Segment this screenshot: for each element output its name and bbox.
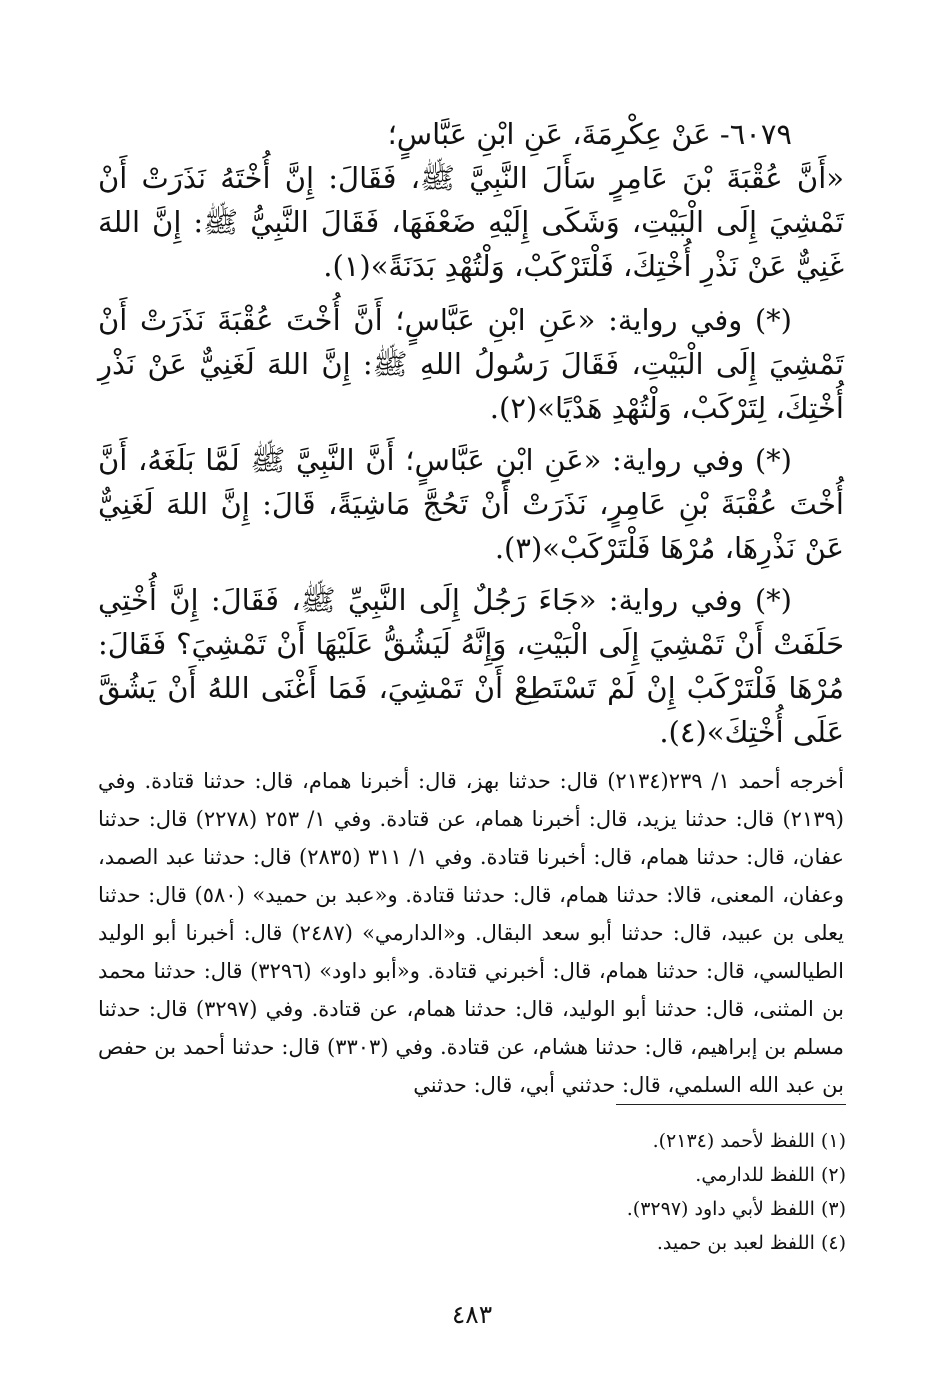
footnote: (٣) اللفظ لأبي داود (٣٢٩٧). bbox=[626, 1198, 846, 1220]
footnote: (٢) اللفظ للدارمي. bbox=[695, 1164, 846, 1186]
takhrij-paragraph: أخرجه أحمد ١/ ٢٣٩(٢١٣٤) قال: حدثنا بهز، قال: أخبرنا همام، قال: حدثنا قتادة. وفي (٢١٣٩) قال: حدثنا يزيد، قال: أخبرنا همام، عن قتادة. وفي ١/ ٢٥٣ (٢٢٧٨) قال: حدثنا عفان، قال: حدثنا همام، قال: أخبرنا قتادة. وفي ١/ ٣١١ (٢٨٣٥) قال: حدثنا عبد الصمد، وعفان، المعنى، قالا: حدثنا همام، قال: حدثنا قتادة. و«عبد بن حميد» (٥٨٠) قال: حدثنا يعلى بن عبيد، قال: حدثنا أبو سعد البقال. و«الدارمي» (٢٤٨٧) قال: أخبرنا أبو الوليد الطيالسي، قال: حدثنا همام، قال: أخبرني قتادة. و«أبو داود» (٣٢٩٦) قال: حدثنا محمد بن المثنى، قال: حدثنا أبو الوليد، قال: حدثنا همام، عن قتادة. وفي (٣٢٩٧) قال: حدثنا مسلم بن إبراهيم، قال: حدثنا هشام، عن قتادة. وفي (٣٣٠٣) قال: حدثنا أحمد بن حفص بن عبد الله السلمي، قال: حدثني أبي، قال: حدثني bbox=[98, 769, 845, 1097]
hadith-main-text: «أَنَّ عُقْبَةَ بْنَ عَامِرٍ سَأَلَ النَّبِيَّ ﷺ، فَقَالَ: إِنَّ أُخْتَهُ نَذَرَتْ أَنْ تَمْشِيَ إِلَى الْبَيْتِ، وَشَكَى إِلَيْهِ ضَعْفَهَا، فَقَالَ النَّبِيُّ ﷺ: إِنَّ اللهَ غَنِيٌّ عَنْ نَذْرِ أُخْتِكَ، فَلْتَرْكَبْ، وَلْتُهْدِ بَدَنَةً»(١). bbox=[98, 161, 844, 283]
riwaya-paragraph: (*) وفي رواية: «عَنِ ابْنِ عَبَّاسٍ؛ أَنَّ النَّبِيَّ ﷺ لَمَّا بَلَغَهُ، أَنَّ أُخْتَ عُقْبَةَ بْنِ عَامِرٍ، نَذَرَتْ أَنْ تَحُجَّ مَاشِيَةً، قَالَ: إِنَّ اللهَ لَغَنِيٌّ عَنْ نَذْرِهَا، مُرْهَا فَلْتَرْكَبْ»(٣). bbox=[98, 443, 844, 565]
riwaya-paragraph: (*) وفي رواية: «جَاءَ رَجُلٌ إِلَى النَّبِيِّ ﷺ، فَقَالَ: إِنَّ أُخْتِي حَلَفَتْ أَنْ تَمْشِيَ إِلَى الْبَيْتِ، وَإِنَّهُ لَيَشُقُّ عَلَيْهَا أَنْ تَمْشِيَ؟ فَقَالَ: مُرْهَا فَلْتَرْكَبْ إِنْ لَمْ تَسْتَطِعْ أَنْ تَمْشِيَ، فَمَا أَغْنَى اللهُ أَنْ يَشُقَّ عَلَى أُخْتِكَ»(٤). bbox=[98, 583, 844, 749]
footnotes-block bbox=[246, 1124, 846, 1260]
footnote: (٤) اللفظ لعبد بن حميد. bbox=[656, 1232, 846, 1254]
footnote-divider bbox=[616, 1104, 846, 1105]
main-text-block bbox=[98, 112, 844, 1104]
riwaya-paragraph: (*) وفي رواية: «عَنِ ابْنِ عَبَّاسٍ؛ أَنَّ أُخْتَ عُقْبَةَ نَذَرَتْ أَنْ تَمْشِيَ إِلَى الْبَيْتِ، فَقَالَ رَسُولُ اللهِ ﷺ: إِنَّ اللهَ لَغَنِيٌّ عَنْ نَذْرِ أُخْتِكَ، لِتَرْكَبْ، وَلْتُهْدِ هَدْيًا»(٢). bbox=[98, 303, 844, 425]
hadith-heading: ٦٠٧٩- عَنْ عِكْرِمَةَ، عَنِ ابْنِ عَبَّاسٍ؛ bbox=[387, 117, 792, 151]
page-number: ٤٨٣ bbox=[451, 1300, 493, 1329]
footnote: (١) اللفظ لأحمد (٢١٣٤). bbox=[652, 1130, 846, 1152]
